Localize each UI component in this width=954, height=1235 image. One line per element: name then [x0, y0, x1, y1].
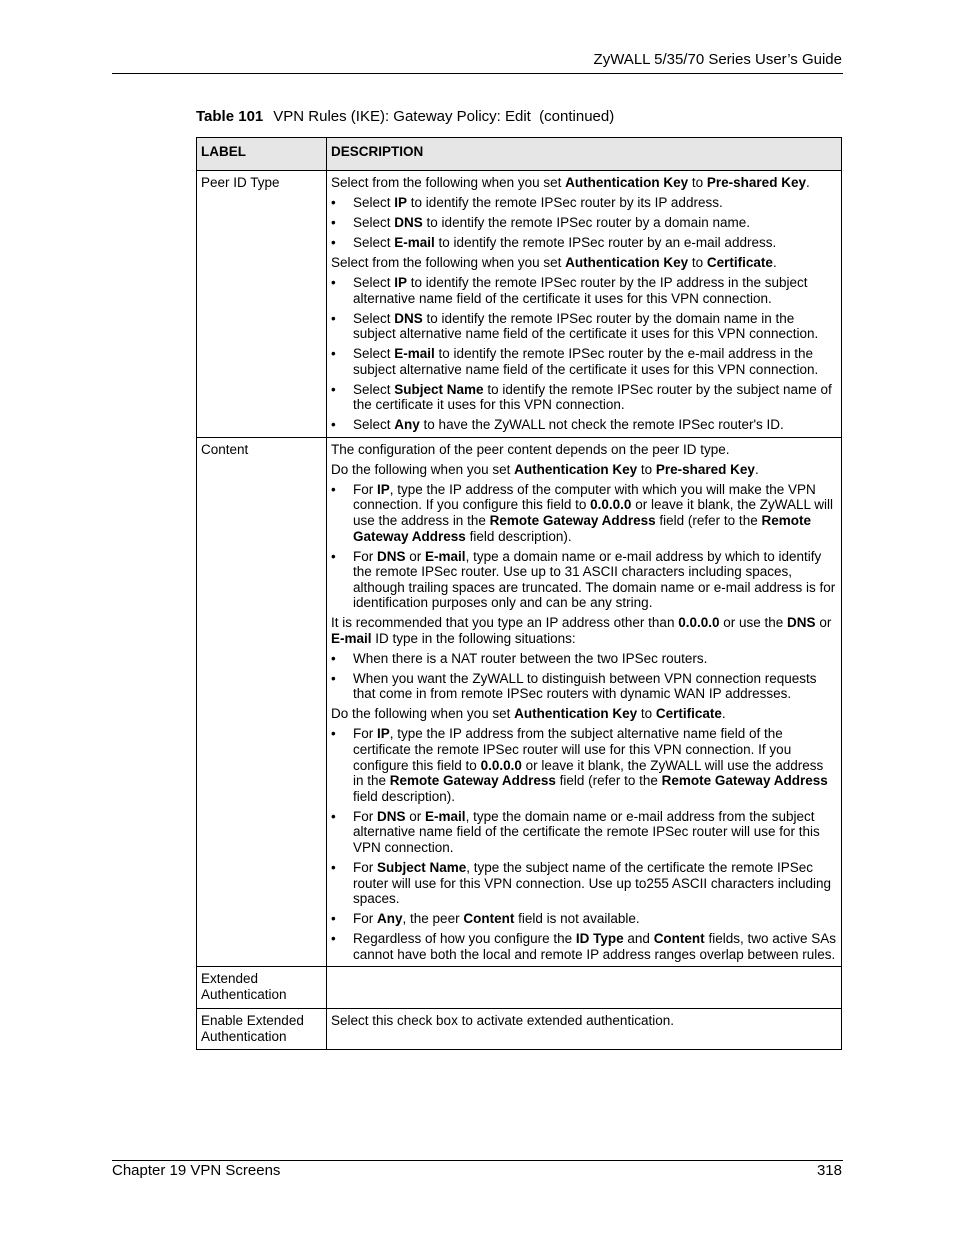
description-paragraph: Select this check box to activate extended authentication.	[331, 1013, 674, 1029]
description-paragraph: Do the following when you set Authentication Key to Pre-shared Key.	[331, 461, 759, 477]
bullet-item: • For DNS or E-mail, type the domain name or e-mail address from the subject alternative name field of the certificate the remote IPSec router will use for this VPN connection.	[331, 809, 837, 856]
row-description	[327, 967, 842, 1009]
bullet-item: • Select IP to identify the remote IPSec router by the IP address in the subject alternative name field of the certificate it uses for this VPN connection.	[331, 275, 837, 306]
bullet-item: • Select Subject Name to identify the remote IPSec router by the subject name of the certificate it uses for this VPN connection.	[331, 382, 837, 413]
footer-page-number: 318	[816, 1162, 842, 1179]
row-description	[327, 171, 842, 438]
bullet-item: • Select DNS to identify the remote IPSec router by the domain name in the subject alternative name field of the certificate it uses for this VPN connection.	[331, 311, 837, 342]
row-description	[327, 437, 842, 967]
description-paragraph: It is recommended that you type an IP address other than 0.0.0.0 or use the DNS or E-mail ID type in the following situations:	[331, 615, 832, 646]
table-caption-text: VPN Rules (IKE): Gateway Policy: Edit (continued)	[273, 108, 615, 125]
vpn-rules-table	[196, 137, 842, 1050]
table-row	[197, 1009, 842, 1049]
table-caption	[196, 108, 614, 126]
row-label: Content	[197, 437, 327, 967]
footer-chapter: Chapter 19 VPN Screens	[112, 1162, 281, 1179]
table-body	[197, 171, 842, 1050]
bullet-item: • For Any, the peer Content field is not available.	[331, 911, 837, 927]
column-header-description: DESCRIPTION	[327, 138, 842, 171]
bullet-item: • Select E-mail to identify the remote IPSec router by an e-mail address.	[331, 235, 837, 251]
table-header-row	[197, 138, 842, 171]
bullet-item: • For Subject Name, type the subject name of the certificate the remote IPSec router will use for this VPN connection. Use up to255 ASCII characters including spaces.	[331, 860, 837, 907]
footer-divider	[112, 1160, 843, 1161]
guide-title: ZyWALL 5/35/70 Series User’s Guide	[593, 51, 842, 68]
bullet-item: • For IP, type the IP address of the computer with which you will make the VPN connection. If you configure this field to 0.0.0.0 or leave it blank, the ZyWALL will use the address in the Remote Gateway Address field (refer to the Remote Gateway Address field description).	[331, 482, 837, 544]
table-caption-label: Table 101	[196, 108, 264, 125]
bullet-item: • Select DNS to identify the remote IPSec router by a domain name.	[331, 215, 837, 231]
bullet-item: • Select E-mail to identify the remote IPSec router by the e-mail address in the subject alternative name field of the certificate it uses for this VPN connection.	[331, 346, 837, 377]
table-row	[197, 437, 842, 967]
table-row	[197, 171, 842, 438]
column-header-label: LABEL	[197, 138, 327, 171]
description-paragraph: Do the following when you set Authentication Key to Certificate.	[331, 706, 726, 722]
header-divider	[112, 73, 843, 74]
description-paragraph: Select from the following when you set Authentication Key to Certificate.	[331, 254, 777, 270]
row-label: Extended Authentication	[197, 967, 327, 1009]
row-label: Peer ID Type	[197, 171, 327, 438]
description-paragraph: The configuration of the peer content depends on the peer ID type.	[331, 441, 730, 457]
bullet-item: • For DNS or E-mail, type a domain name or e-mail address by which to identify the remote IPSec router. Use up to 31 ASCII characters including spaces, although trailing spaces are truncated. The domain name or e-mail address is for identification purposes only and can be any string.	[331, 549, 837, 611]
table-row	[197, 967, 842, 1009]
row-description	[327, 1009, 842, 1049]
description-paragraph: Select from the following when you set Authentication Key to Pre-shared Key.	[331, 175, 810, 190]
row-label: Enable Extended Authentication	[197, 1009, 327, 1049]
bullet-item: • When you want the ZyWALL to distinguish between VPN connection requests that come in from remote IPSec routers with dynamic WAN IP addresses.	[331, 671, 837, 702]
bullet-item: • Select Any to have the ZyWALL not check the remote IPSec router's ID.	[331, 417, 837, 433]
bullet-item: • Select IP to identify the remote IPSec router by its IP address.	[331, 195, 837, 211]
bullet-item: • For IP, type the IP address from the subject alternative name field of the certificate the remote IPSec router will use for this VPN connection. If you configure this field to 0.0.0.0 or leave it blank, the ZyWALL will use the address in the Remote Gateway Address field (refer to the Remote Gateway Address field description).	[331, 726, 837, 804]
bullet-item: • When there is a NAT router between the two IPSec routers.	[331, 651, 837, 667]
bullet-item: • Regardless of how you configure the ID Type and Content fields, two active SAs cannot have both the local and remote IP address ranges overlap between rules.	[331, 931, 837, 962]
